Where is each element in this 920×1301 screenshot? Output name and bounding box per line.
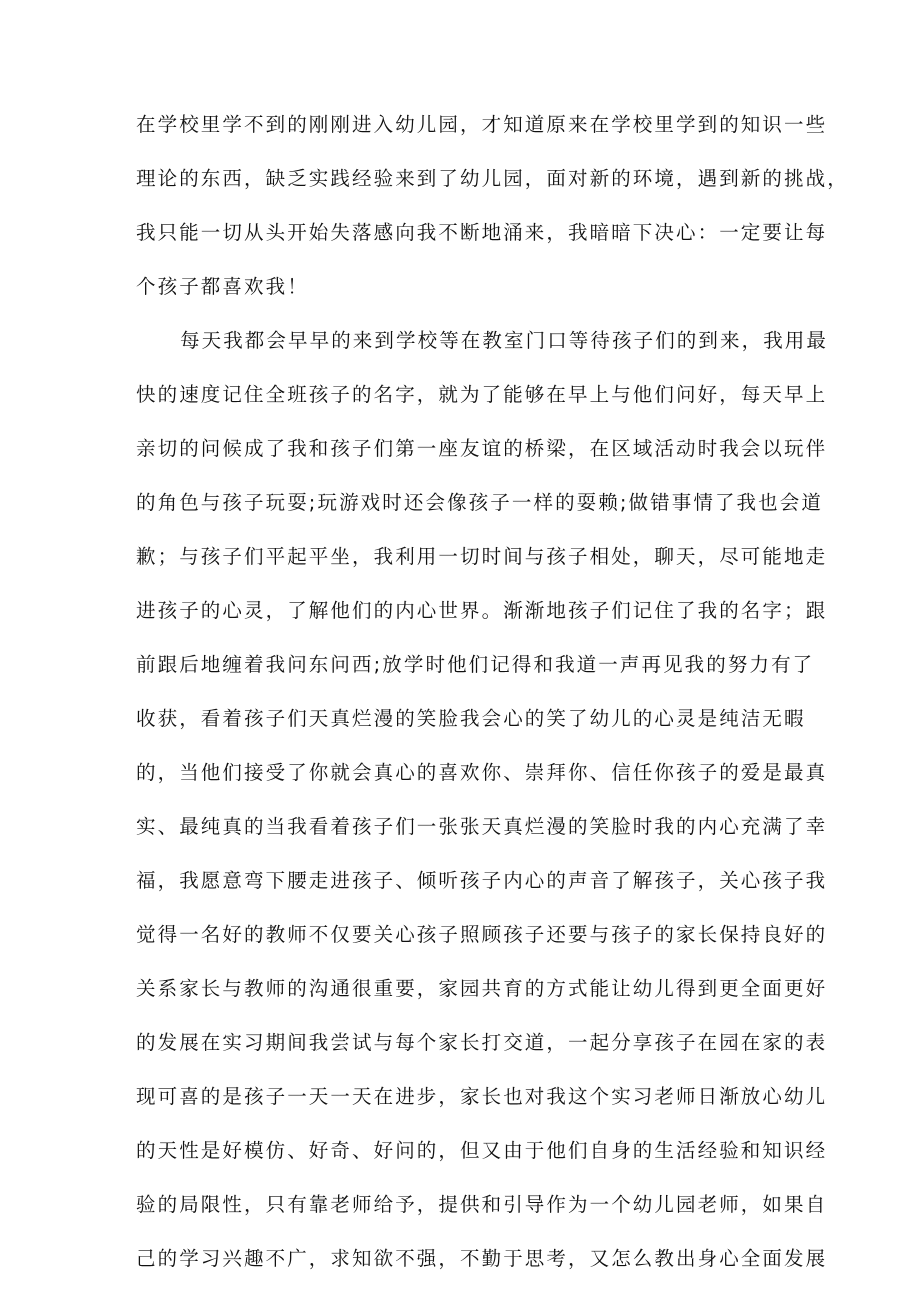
text-line: 现可喜的是孩子一天一天在进步，家长也对我这个实习老师日渐放心幼儿 [136,1085,828,1108]
text-line: 验的局限性，只有靠老师给予，提供和引导作为一个幼儿园老师，如果自 [136,1193,828,1216]
text-line: 收获，看着孩子们天真烂漫的笑脸我会心的笑了幼儿的心灵是纯洁无暇 [136,707,806,730]
text-line: 的发展在实习期间我尝试与每个家长打交道，一起分享孩子在园在家的表 [136,1031,828,1054]
text-line: 实、最纯真的当我看着孩子们一张张天真烂漫的笑脸时我的内心充满了幸 [136,815,828,838]
text-line: 觉得一名好的教师不仅要关心孩子照顾孩子还要与孩子的家长保持良好的 [136,923,828,946]
text-line: 己的学习兴趣不广，求知欲不强，不勤于思考，又怎么教出身心全面发展 [136,1247,828,1270]
text-line: 的，当他们接受了你就会真心的喜欢你、崇拜你、信任你孩子的爱是最真 [136,761,828,784]
text-line: 关系家长与教师的沟通很重要，家园共育的方式能让幼儿得到更全面更好 [136,977,828,1000]
text-line: 进孩子的心灵，了解他们的内心世界。渐渐地孩子们记住了我的名字；跟 [136,599,828,622]
text-line: 我只能一切从头开始失落感向我不断地涌来，我暗暗下决心：一定要让每 [136,221,828,244]
text-line: 在学校里学不到的刚刚进入幼儿园，才知道原来在学校里学到的知识一些 [136,113,828,136]
text-line: 理论的东西，缺乏实践经验来到了幼儿园，面对新的环境，遇到新的挑战， [136,167,849,190]
text-line: 福，我愿意弯下腰走进孩子、倾听孩子内心的声音了解孩子，关心孩子我 [136,869,828,892]
text-line: 亲切的问候成了我和孩子们第一座友谊的桥梁，在区域活动时我会以玩伴 [136,437,828,460]
text-line: 歉；与孩子们平起平坐，我利用一切时间与孩子相处，聊天，尽可能地走 [136,545,828,568]
text-line: 前跟后地缠着我问东问西;放学时他们记得和我道一声再见我的努力有了 [136,653,815,676]
text-line: 每天我都会早早的来到学校等在教室门口等待孩子们的到来，我用最 [180,329,829,352]
text-line: 个孩子都喜欢我！ [136,275,309,298]
text-line: 的角色与孩子玩耍;玩游戏时还会像孩子一样的耍赖;做错事情了我也会道 [136,491,823,514]
text-line: 快的速度记住全班孩子的名字，就为了能够在早上与他们问好，每天早上 [136,383,828,406]
text-line: 的天性是好模仿、好奇、好问的，但又由于他们自身的生活经验和知识经 [136,1139,828,1162]
